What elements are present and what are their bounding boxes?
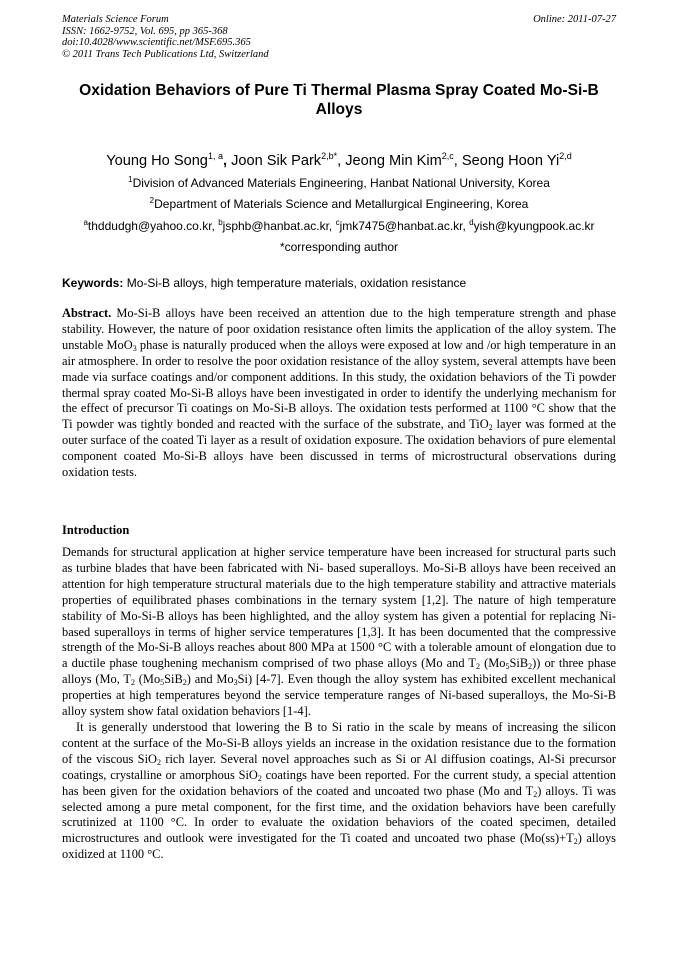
affiliation-1 xyxy=(62,176,616,190)
journal-name: Materials Science Forum xyxy=(62,14,169,25)
email-mark: a xyxy=(83,218,88,227)
paragraph xyxy=(62,720,616,863)
section-heading-introduction: Introduction xyxy=(62,523,130,537)
affiliation-text: Department of Materials Science and Metallurgical Engineering, Korea xyxy=(154,197,529,211)
paper-title: Oxidation Behaviors of Pure Ti Thermal Plasma Spray Coated Mo-Si-B Alloys xyxy=(79,82,599,118)
subscript: 2 xyxy=(533,789,538,799)
abstract-text: layer was formed at the outer surface of the coated Ti layer as a result of oxidation exposure. The oxidation behaviors of pure elemental component coated Mo-Si-B alloys have been discussed in terms of microstructural observations during oxidation tests. xyxy=(62,417,616,480)
copyright-line: © 2011 Trans Tech Publications Ltd, Switzerland xyxy=(62,48,269,60)
affiliation-2 xyxy=(62,197,616,211)
email-mark: c xyxy=(335,218,340,227)
paragraph-text: SiB xyxy=(164,672,183,687)
paragraph xyxy=(62,545,616,720)
doi-line: doi:10.4028/www.scientific.net/MSF.695.365 xyxy=(62,37,251,48)
subscript: 2 xyxy=(156,757,161,767)
paragraph-text: SiB xyxy=(509,656,529,671)
affiliation-text: Division of Advanced Materials Engineering, Hanbat National University, Korea xyxy=(132,176,550,190)
author-affiliation-mark: 2,c xyxy=(441,151,454,161)
author-list xyxy=(62,151,616,171)
paragraph-text: It is generally understood that lowering the B to Si ratio in the scale by means of increasing the silicon content at the surface of the Mo-Si-B alloys yields an increase in the oxidation resistance due to the formation of the viscous SiO xyxy=(62,719,616,766)
email-list xyxy=(62,219,616,233)
abstract-text: phase is naturally produced when the alloys were exposed at low and /or high temperature in an air atmosphere. In order to resolve the poor oxidation resistance of the alloy system, several attempts have been made via surface coatings and/or component additions. In this study, the oxidation behaviors of the Ti powder thermal spray coated Mo-Si-B alloys have been investigated in order to identify the underlying mechanism for the effect of precursor Ti coatings on Mo-Si-B alloys. The oxidation tests performed at 1100 °C show that the Ti powder was tightly bonded and reacted with the surface of the substrate, and TiO xyxy=(62,337,617,432)
paragraph-text: (Mo xyxy=(135,672,161,687)
keywords-label: Keywords: xyxy=(62,276,124,290)
author-name: Young Ho Song xyxy=(106,153,208,169)
paragraph-text: Si) [4-7]. Even though the alloy system has exhibited excellent mechanical properties at high temperatures beyond the service temperature ranges of Ni-based superalloys, the Mo-Si-B alloy system show fatal oxidation behaviors [1-4]. xyxy=(62,672,617,719)
affiliation-number: 1 xyxy=(128,175,133,184)
introduction-body xyxy=(62,545,616,863)
abstract xyxy=(62,306,616,481)
paragraph-text: ) alloys. Ti was selected among a pure metal component, for the first time, and the oxidation behaviors have been carefully scrutinized at 1100 °C. In order to evaluate the oxidation behaviors of the coated specimen, detailed microstructures and outlook were investigated for the Ti coated and uncoated two phase (Mo(ss)+T xyxy=(62,783,616,846)
subscript: 2 xyxy=(528,662,533,672)
corresponding-author-note: *corresponding author xyxy=(279,240,399,254)
email-mark: d xyxy=(469,218,474,227)
author-separator: , xyxy=(222,153,232,169)
issn-line: ISSN: 1662-9752, Vol. 695, pp 365-368 xyxy=(62,25,228,37)
paragraph-text: (Mo xyxy=(480,656,506,671)
author-affiliation-mark: 2,b* xyxy=(321,151,338,161)
author-separator: , xyxy=(453,153,462,169)
paragraph-text: rich layer. Several novel approaches such as Si or Al diffusion coatings, Al-Si precursor coatings, crystalline or amorphous SiO xyxy=(62,751,616,782)
author-affiliation-mark: 2,d xyxy=(559,151,572,161)
subscript: 3 xyxy=(233,678,238,688)
subscript: 2 xyxy=(476,662,481,672)
subscript: 2 xyxy=(131,678,135,688)
paragraph-text: coatings have been reported. For the current study, a special attention has been given for the oxidation behaviors of the coated and uncoated two phase (Mo and T xyxy=(62,767,616,798)
subscript: 2 xyxy=(257,773,262,783)
email-address: yish@kyungpook.ac.kr xyxy=(473,219,595,233)
subscript: 2 xyxy=(182,678,187,688)
email-address: jmk7475@hanbat.ac.kr, xyxy=(339,219,470,233)
abstract-label: Abstract. xyxy=(62,306,112,320)
author-name: Jeong Min Kim xyxy=(345,153,442,169)
publication-header xyxy=(62,14,616,60)
paragraph-text: )) or three phase alloys (Mo, T xyxy=(62,656,617,687)
subscript: 2 xyxy=(573,837,578,847)
author-separator: , xyxy=(337,153,346,169)
subscript: 5 xyxy=(505,662,510,672)
author-name: Joon Sik Park xyxy=(231,153,322,169)
subscript: 5 xyxy=(160,678,165,688)
keywords-text: Mo-Si-B alloys, high temperature materials, oxidation resistance xyxy=(123,276,467,290)
affiliation-number: 2 xyxy=(149,196,155,205)
email-mark: b xyxy=(218,218,223,227)
paragraph-text: ) alloys oxidized at 1100 °C. xyxy=(62,831,616,862)
subscript: 3 xyxy=(132,343,137,353)
keywords xyxy=(62,276,616,290)
online-date: Online: 2011-07-27 xyxy=(533,14,616,25)
subscript: 2 xyxy=(488,423,493,433)
paragraph-text: Demands for structural application at higher service temperature have been increased for structural parts such as turbine blades that have been fabricated with Ni- based superalloys. Mo-Si-B alloys have been received an attention for high temperature structural materials due to the high temperature stability and attractive materials properties of equilibrated phases combinations in the ternary system [1,2]. The nature of high temperature stability of Mo-Si-B alloys has been highlighted, and the alloy system has given a potential for replacing Ni-based superalloys in terms of higher service temperatures [1,3]. It has been documented that the compressive strength of the Mo-Si-B alloys reaches about 800 MPa at 1500 °C with a tolerable amount of elongation due to a ductile phase toughening mechanism comprised of two phase alloys (Mo and T xyxy=(62,545,616,671)
email-address: thddudgh@yahoo.co.kr, xyxy=(87,219,219,233)
abstract-text: Mo-Si-B alloys have been received an attention due to the high temperature strength and phase stability. However, the nature of poor oxidation resistance often limits the application of the alloy system. The unstable MoO xyxy=(62,306,616,352)
author-affiliation-mark: 1, a xyxy=(207,151,223,161)
email-address: jsphb@hanbat.ac.kr, xyxy=(222,219,336,233)
author-name: Seong Hoon Yi xyxy=(461,153,560,169)
paragraph-text: ) and Mo xyxy=(186,672,234,687)
